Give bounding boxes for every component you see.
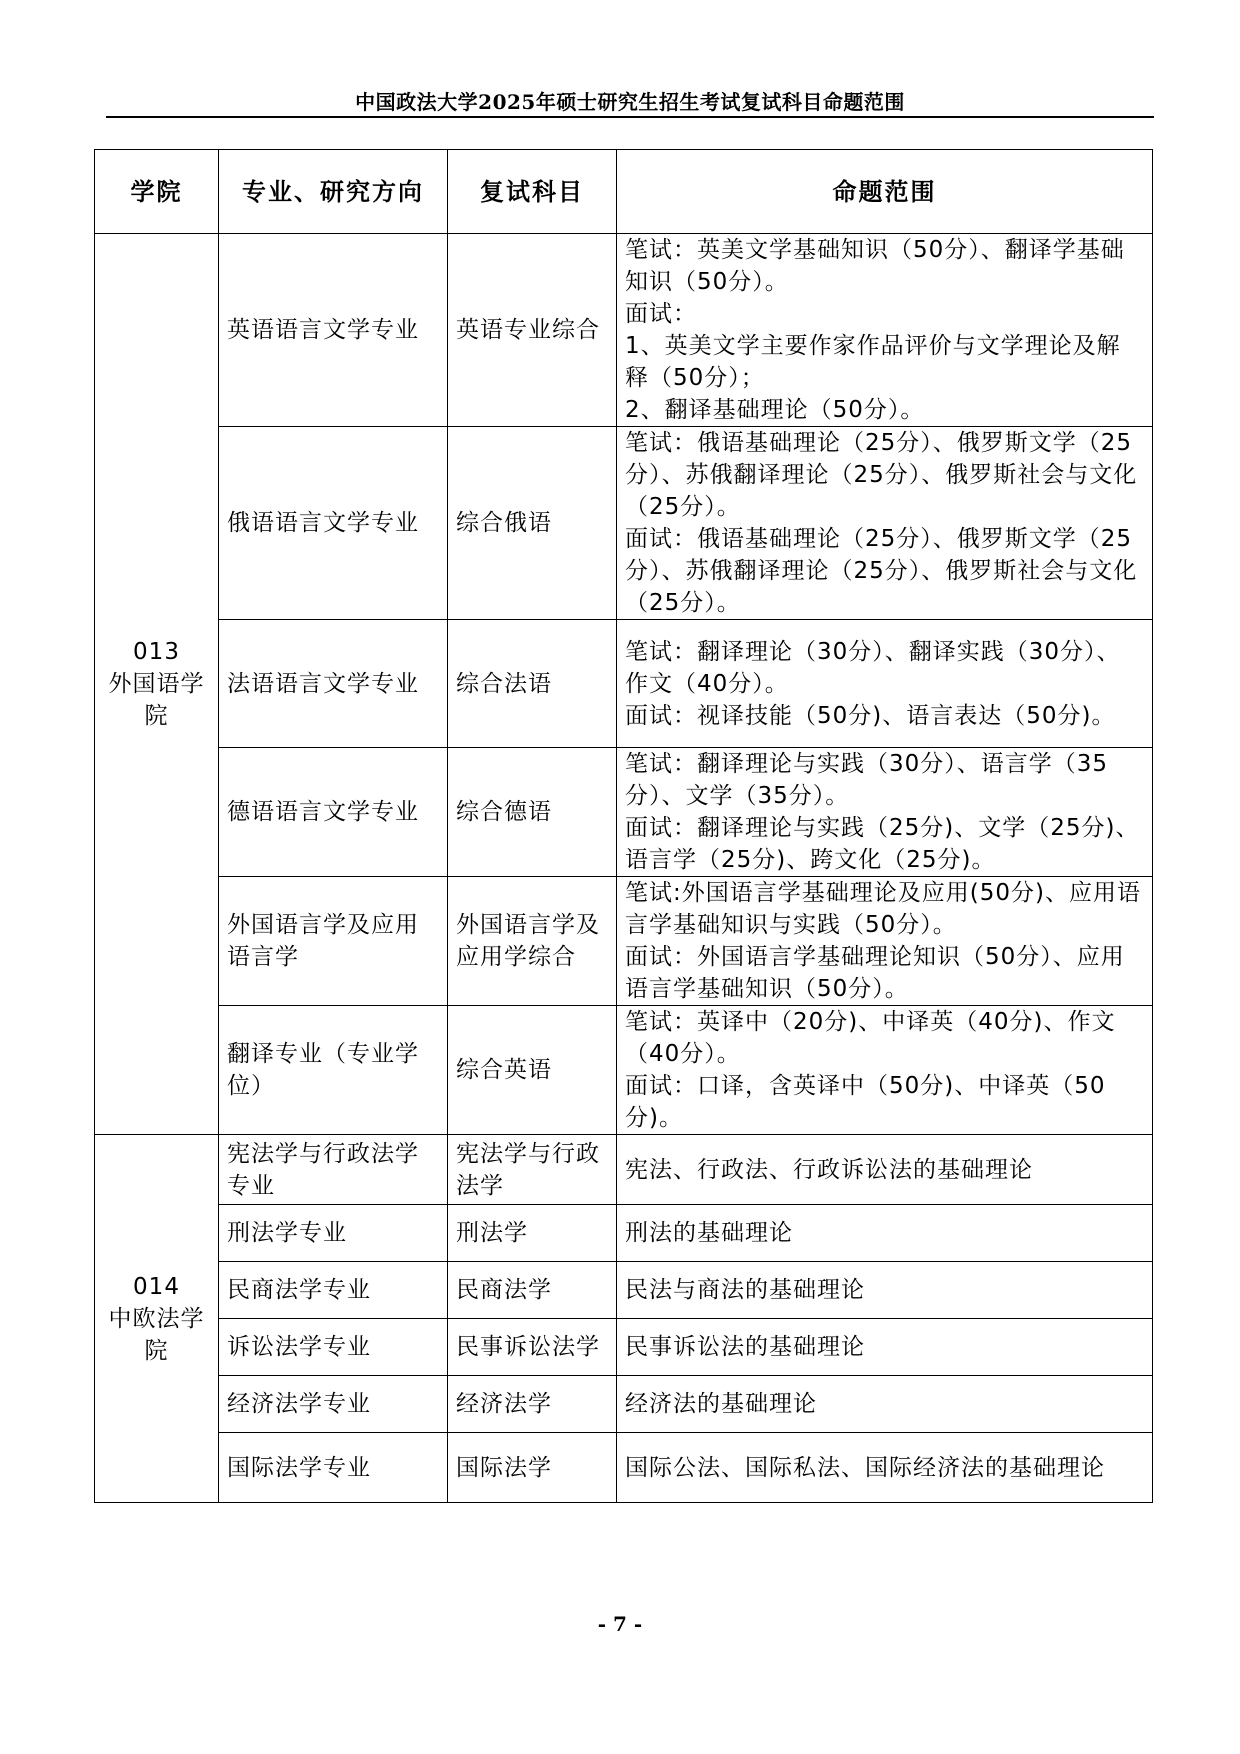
major-cell: 刑法学专业 bbox=[219, 1205, 448, 1262]
major-cell: 德语语言文学专业 bbox=[219, 748, 448, 877]
subject-cell: 综合英语 bbox=[448, 1006, 617, 1135]
scope-cell: 民法与商法的基础理论 bbox=[617, 1262, 1153, 1319]
college-name: 外国语学院 bbox=[108, 671, 205, 729]
table-row bbox=[95, 427, 1153, 620]
major-cell: 外国语言学及应用语言学 bbox=[219, 877, 448, 1006]
table-row bbox=[95, 1262, 1153, 1319]
column-header-scope: 命题范围 bbox=[617, 150, 1153, 234]
scope-cell: 经济法的基础理论 bbox=[617, 1376, 1153, 1433]
major-cell: 英语语言文学专业 bbox=[219, 234, 448, 427]
page-header-title: 中国政法大学2025年硕士研究生招生考试复试科目命题范围 bbox=[355, 90, 905, 114]
major-cell: 宪法学与行政法学专业 bbox=[219, 1135, 448, 1205]
column-header-major: 专业、研究方向 bbox=[219, 150, 448, 234]
college-cell bbox=[95, 1135, 219, 1503]
header-divider bbox=[106, 116, 1154, 118]
subject-cell: 综合德语 bbox=[448, 748, 617, 877]
table-header-row bbox=[95, 150, 1153, 234]
subject-cell: 民事诉讼法学 bbox=[448, 1319, 617, 1376]
table-row bbox=[95, 234, 1153, 427]
scope-cell: 宪法、行政法、行政诉讼法的基础理论 bbox=[617, 1135, 1153, 1205]
table-row bbox=[95, 1433, 1153, 1503]
major-cell: 国际法学专业 bbox=[219, 1433, 448, 1503]
major-cell: 法语语言文学专业 bbox=[219, 620, 448, 748]
page-number: - 7 - bbox=[597, 1612, 643, 1636]
scope-cell: 民事诉讼法的基础理论 bbox=[617, 1319, 1153, 1376]
table-row bbox=[95, 748, 1153, 877]
column-header-college: 学院 bbox=[95, 150, 219, 234]
major-cell: 经济法学专业 bbox=[219, 1376, 448, 1433]
subject-cell: 经济法学 bbox=[448, 1376, 617, 1433]
column-header-subject: 复试科目 bbox=[448, 150, 617, 234]
exam-scope-table bbox=[94, 149, 1153, 1503]
table-row bbox=[95, 877, 1153, 1006]
subject-cell: 宪法学与行政法学 bbox=[448, 1135, 617, 1205]
table-row bbox=[95, 1319, 1153, 1376]
scope-cell: 笔试：英美文学基础知识（50分）、翻译学基础知识（50分）。 面试： 1、英美文学主要作家作品评价与文学理论及解释（50分）； 2、翻译基础理论（50分）。 bbox=[617, 234, 1153, 427]
major-cell: 民商法学专业 bbox=[219, 1262, 448, 1319]
scope-cell: 笔试：翻译理论（30分）、翻译实践（30分）、作文（40分）。 面试：视译技能（50分)、语言表达（50分)。 bbox=[617, 620, 1153, 748]
major-cell: 诉讼法学专业 bbox=[219, 1319, 448, 1376]
college-name: 中欧法学院 bbox=[108, 1305, 205, 1364]
table-row bbox=[95, 620, 1153, 748]
subject-cell: 外国语言学及应用学综合 bbox=[448, 877, 617, 1006]
scope-cell: 笔试：俄语基础理论（25分）、俄罗斯文学（25分）、苏俄翻译理论（25分）、俄罗斯社会与文化（25分）。 面试：俄语基础理论（25分）、俄罗斯文学（25分）、苏俄翻译理论（25分）、俄罗斯社会与文化（25分）。 bbox=[617, 427, 1153, 620]
scope-cell: 国际公法、国际私法、国际经济法的基础理论 bbox=[617, 1433, 1153, 1503]
table-body bbox=[95, 234, 1153, 1503]
subject-cell: 民商法学 bbox=[448, 1262, 617, 1319]
scope-cell: 刑法的基础理论 bbox=[617, 1205, 1153, 1262]
table-row bbox=[95, 1376, 1153, 1433]
scope-cell: 笔试:外国语言学基础理论及应用(50分)、应用语言学基础知识与实践（50分）。 面试：外国语言学基础理论知识（50分）、应用语言学基础知识（50分）。 bbox=[617, 877, 1153, 1006]
scope-cell: 笔试：翻译理论与实践（30分）、语言学（35分）、文学（35分）。 面试：翻译理论与实践（25分)、文学（25分)、语言学（25分)、跨文化（25分)。 bbox=[617, 748, 1153, 877]
subject-cell: 综合俄语 bbox=[448, 427, 617, 620]
subject-cell: 国际法学 bbox=[448, 1433, 617, 1503]
subject-cell: 刑法学 bbox=[448, 1205, 617, 1262]
college-code: 013 bbox=[133, 639, 180, 665]
table-row bbox=[95, 1006, 1153, 1135]
scope-cell: 笔试：英译中（20分)、中译英（40分)、作文（40分）。 面试：口译，含英译中（50分)、中译英（50分)。 bbox=[617, 1006, 1153, 1135]
major-cell: 俄语语言文学专业 bbox=[219, 427, 448, 620]
table-row bbox=[95, 1205, 1153, 1262]
college-cell bbox=[95, 234, 219, 1135]
table-row bbox=[95, 1135, 1153, 1205]
major-cell: 翻译专业（专业学位） bbox=[219, 1006, 448, 1135]
subject-cell: 综合法语 bbox=[448, 620, 617, 748]
college-code: 014 bbox=[133, 1273, 180, 1300]
subject-cell: 英语专业综合 bbox=[448, 234, 617, 427]
